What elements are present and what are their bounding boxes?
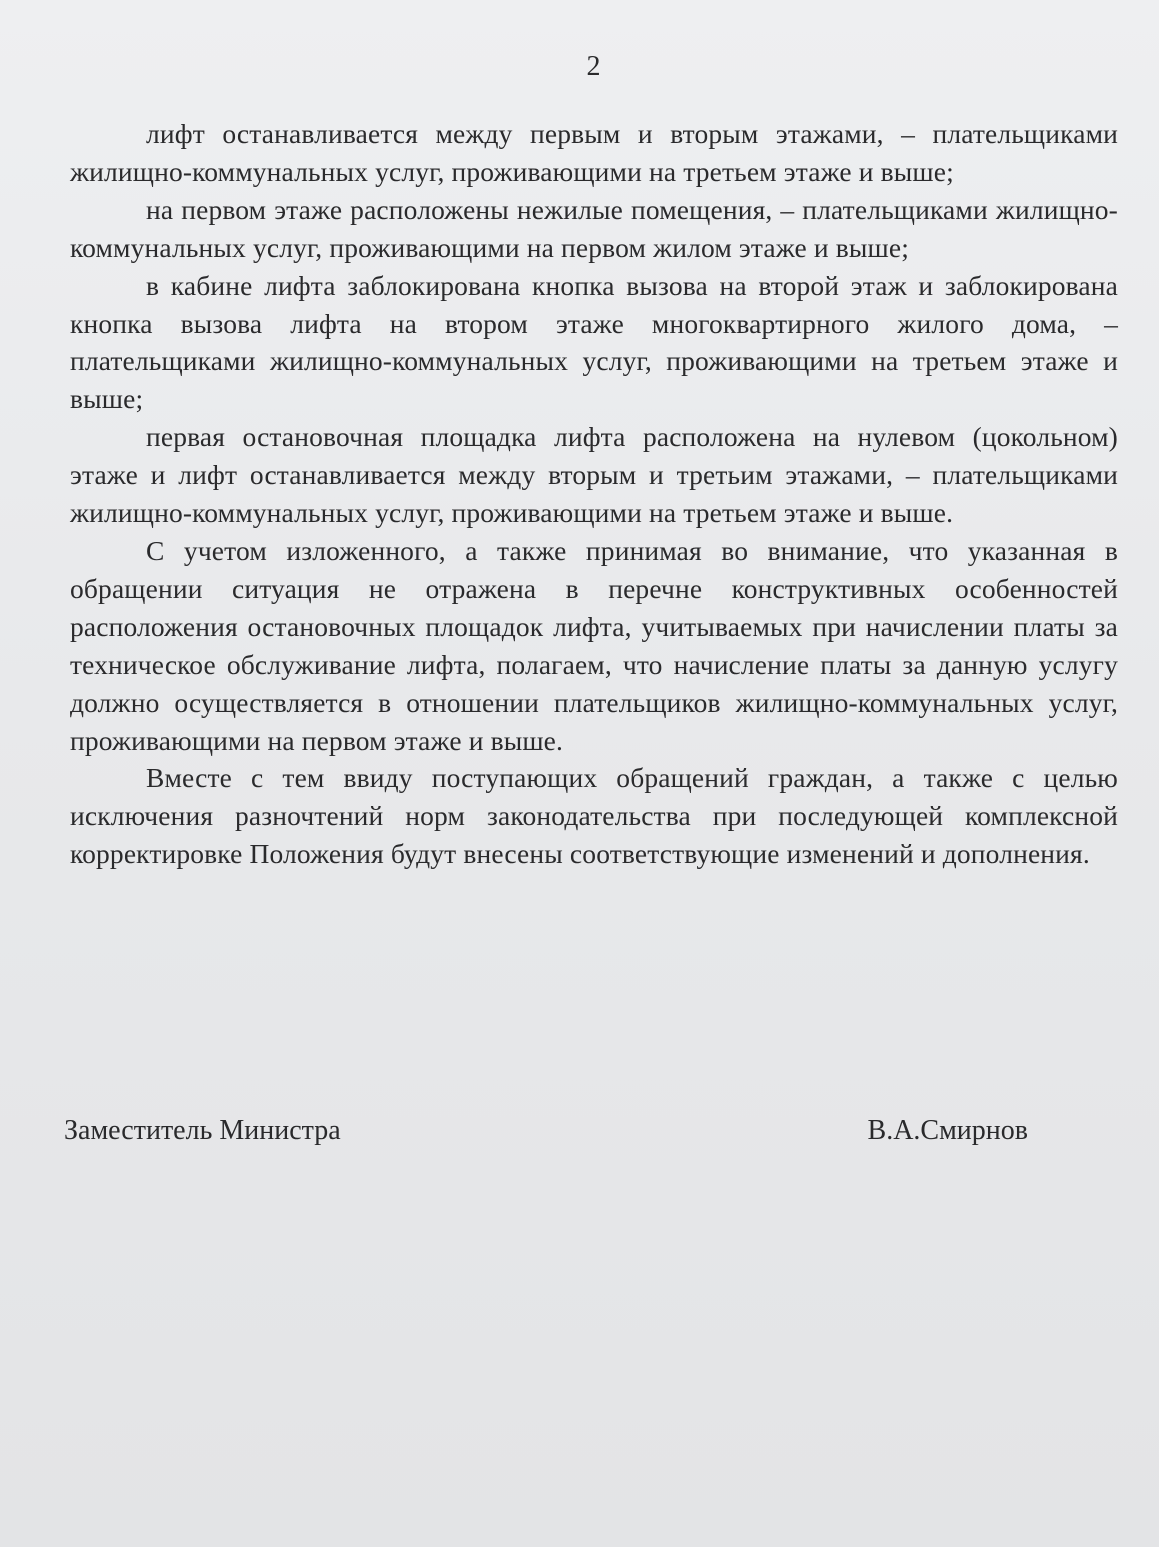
signer-name: В.А.Смирнов [867, 1115, 1028, 1146]
page-number: 2 [586, 51, 601, 82]
document-body [70, 115, 1118, 873]
paragraph-3: в кабине лифта заблокирована кнопка вызова на второй этаж и заблокирована кнопка вызова лифта на втором этаже многоквартирного жилого дома, – плательщиками жилищно-коммунальных услуг, проживающими на третьем этаже и выше; [70, 269, 1118, 415]
paragraph-5: С учетом изложенного, а также принимая во внимание, что указанная в обращении ситуация не отражена в перечне конструктивных особенностей расположения остановочных площадок лифта, учитываемых при начислении платы за техническое обслуживание лифта, полагаем, что начисление платы за данную услугу должно осуществляется в отношении плательщиков жилищно-коммунальных услуг, проживающими на первом этаже и выше. [70, 534, 1118, 756]
signature-block [64, 1112, 1028, 1152]
paragraph-6: Вместе с тем ввиду поступающих обращений граждан, а также с целью исключения разночтений норм законодательства при последующей комплексной корректировке Положения будут внесены соответствующие изменений и дополнения. [70, 762, 1118, 870]
paragraph-2: на первом этаже расположены нежилые помещения, – плательщиками жилищно-коммунальных услуг, проживающими на первом жилом этаже и выше; [70, 193, 1118, 263]
signer-position: Заместитель Министра [64, 1115, 341, 1146]
paragraph-1: лифт останавливается между первым и вторым этажами, – плательщиками жилищно-коммунальных услуг, проживающими на третьем этаже и выше; [70, 118, 1118, 187]
paragraph-4: первая остановочная площадка лифта расположена на нулевом (цокольном) этаже и лифт останавливается между вторым и третьим этажами, – плательщиками жилищно-коммунальных услуг, проживающими на третьем этаже и выше. [70, 421, 1118, 529]
